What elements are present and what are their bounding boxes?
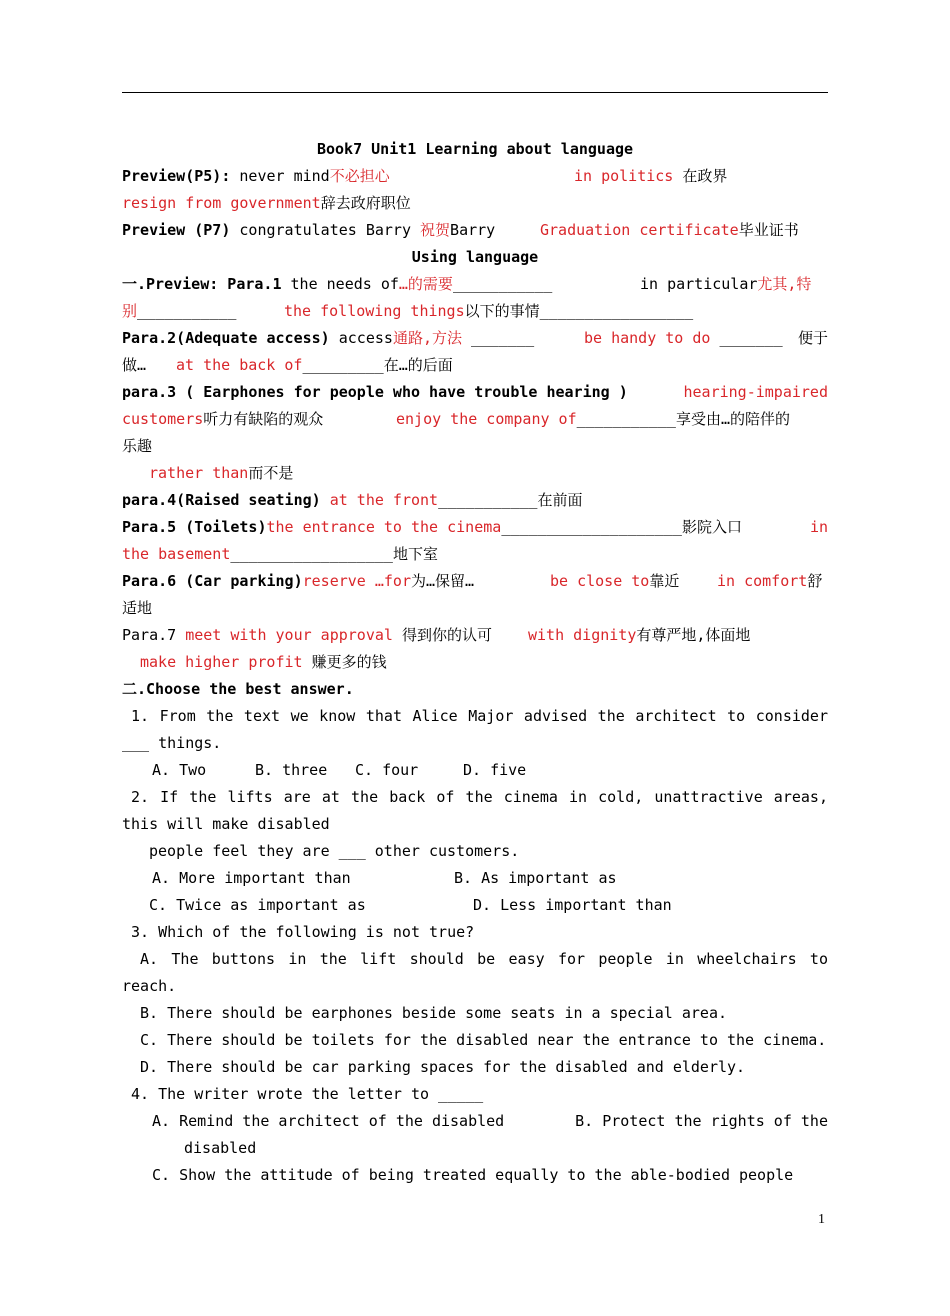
option-b: B. Protect the rights of the: [575, 1112, 828, 1130]
never-mind-phrase: never mind: [239, 167, 330, 185]
back-of-phrase: at the back of: [176, 356, 303, 374]
customers-line: [122, 409, 828, 431]
in-particular-translation-cont: 别: [122, 302, 138, 320]
blank: ___________: [438, 491, 538, 509]
question4-options-ab: [122, 1111, 828, 1133]
blank: ___________: [576, 410, 676, 428]
blank: _______: [471, 329, 535, 347]
entrance-translation: 影院入口: [681, 518, 742, 536]
access-phrase: access: [338, 329, 393, 347]
header-rule: [122, 92, 828, 93]
para7-line: [122, 625, 828, 647]
question3-option-a: A. The buttons in the lift should be easy for people in wheelchairs to: [140, 950, 828, 968]
access-translation: 通路,方法: [392, 329, 462, 347]
dignity-phrase: with dignity: [528, 626, 637, 644]
in-word: in: [809, 518, 828, 536]
option-d: D. five: [463, 761, 527, 779]
question3-stem: 3. Which of the following is not true?: [131, 923, 475, 941]
option-c: C. four: [355, 761, 419, 779]
blank: ___________: [137, 302, 237, 320]
preview-p5-label: Preview(P5):: [122, 167, 231, 185]
blank: ____________________: [501, 518, 682, 536]
para6-label: Para.6 (Car parking): [122, 572, 303, 590]
in-particular-translation: 尤其,特: [757, 275, 812, 293]
option-a: A. Two: [152, 761, 207, 779]
handy-phrase: be handy to do: [584, 329, 711, 347]
option-b: B. As important as: [454, 869, 617, 887]
para5-label: Para.5 (Toilets): [122, 518, 267, 536]
handy-translation-cont: 做…: [122, 356, 147, 374]
para1-line: [122, 274, 828, 296]
option-b: B. three: [255, 761, 328, 779]
preview-p7-label: Preview (P7): [122, 221, 231, 239]
option-d: D. Less important than: [473, 896, 672, 914]
graduation-translation: 毕业证书: [738, 221, 799, 239]
entrance-phrase: the entrance to the cinema: [266, 518, 502, 536]
back-of-translation: 在…的后面: [383, 356, 453, 374]
approval-translation: 得到你的认可: [401, 626, 492, 644]
back-of-line: [122, 355, 828, 377]
rather-than-phrase: rather than: [149, 464, 249, 482]
profit-phrase: make higher profit: [140, 653, 303, 671]
barry-name: Barry: [450, 221, 496, 239]
company-translation-cont: 乐趣: [122, 437, 153, 455]
in-politics-phrase: in politics: [574, 167, 674, 185]
customers-phrase: customers: [122, 410, 204, 428]
question4-option-c: C. Show the attitude of being treated equally to the able-bodied people: [152, 1166, 794, 1184]
option-c: C. Twice as important as: [149, 896, 366, 914]
para4-label: para.4(Raised seating): [122, 491, 321, 509]
para3-label: para.3 ( Earphones for people who have trouble hearing ): [122, 383, 628, 401]
para3-line: [122, 382, 828, 404]
graduation-phrase: Graduation certificate: [540, 221, 739, 239]
question3-option-d: D. There should be car parking spaces for the disabled and elderly.: [140, 1058, 746, 1076]
rather-than-translation: 而不是: [248, 464, 294, 482]
para2-label: Para.2(Adequate access): [122, 329, 330, 347]
needs-phrase: the needs of: [290, 275, 399, 293]
following-line: [122, 301, 828, 323]
document-title: Book7 Unit1 Learning about language: [316, 140, 634, 158]
reserve-translation: 为…保留…: [411, 572, 475, 590]
question4-stem: 4. The writer wrote the letter to _____: [131, 1085, 484, 1103]
using-language-heading: Using language: [411, 248, 539, 266]
hearing-impaired-phrase: hearing-impaired: [683, 383, 828, 401]
in-particular-phrase: in particular: [640, 275, 758, 293]
reserve-phrase: reserve …for: [302, 572, 411, 590]
preview-p7-line: [122, 220, 828, 242]
resign-line: [122, 193, 828, 215]
question2-options-cd: [122, 895, 828, 917]
basement-phrase: the basement: [122, 545, 231, 563]
customers-translation: 听力有缺陷的观众: [203, 410, 324, 428]
profit-translation: 赚更多的钱: [311, 653, 387, 671]
question2-stem-cont: this will make disabled: [122, 815, 330, 833]
close-to-translation: 靠近: [649, 572, 680, 590]
profit-line: [122, 652, 828, 674]
rather-than-line: [122, 463, 828, 485]
question2-stem: 2. If the lifts are at the back of the cinema in cold, unattractive areas,: [131, 788, 828, 806]
company-phrase: enjoy the company of: [396, 410, 577, 428]
para4-line: [122, 490, 828, 512]
dignity-translation: 有尊严地,体面地: [636, 626, 751, 644]
comfort-phrase: in comfort: [717, 572, 808, 590]
handy-translation: 便于: [797, 329, 828, 347]
blank: _________: [302, 356, 384, 374]
company-cont-line: [122, 436, 828, 458]
resign-phrase: resign from government: [122, 194, 321, 212]
resign-translation: 辞去政府职位: [320, 194, 411, 212]
company-translation: 享受由…的陪伴的: [675, 410, 791, 428]
question4-option-b-cont: disabled: [184, 1139, 257, 1157]
question3-option-c: C. There should be toilets for the disabled near the entrance to the cinema.: [140, 1031, 827, 1049]
section2-heading: 二.Choose the best answer.: [122, 680, 354, 698]
question2-stem-cont2: people feel they are ___ other customers.: [149, 842, 520, 860]
question1-stem: 1. From the text we know that Alice Major advised the architect to consider: [131, 707, 828, 725]
blank: ___________: [452, 275, 553, 293]
para2-line: [122, 328, 828, 350]
congratulates-phrase: congratulates Barry: [239, 221, 411, 239]
para7-label: Para.7: [122, 626, 177, 644]
section1-label: 一.Preview: Para.1: [122, 275, 282, 293]
congratulates-translation: 祝贺: [420, 221, 451, 239]
front-translation: 在前面: [537, 491, 583, 509]
following-translation: 以下的事情: [464, 302, 540, 320]
question1-stem-cont: ___ things.: [122, 734, 222, 752]
option-a: A. More important than: [152, 869, 351, 887]
preview-p5-line: [122, 166, 828, 188]
comfort-translation-cont: 适地: [122, 599, 153, 617]
blank: _________________: [539, 302, 694, 320]
para5-line: [122, 517, 828, 539]
question1-options: [122, 760, 828, 782]
comfort-cont-line: [122, 598, 828, 620]
page-number: 1: [818, 1212, 825, 1227]
needs-translation: …的需要: [398, 275, 453, 293]
front-phrase: at the front: [329, 491, 439, 509]
para6-line: [122, 571, 828, 593]
never-mind-translation: 不必担心: [329, 167, 390, 185]
close-to-phrase: be close to: [550, 572, 650, 590]
blank: __________________: [230, 545, 393, 563]
following-phrase: the following things: [284, 302, 465, 320]
comfort-translation: 舒: [807, 572, 823, 590]
basement-line: [122, 544, 828, 566]
approval-phrase: meet with your approval: [185, 626, 393, 644]
basement-translation: 地下室: [392, 545, 438, 563]
option-a: A. Remind the architect of the disabled: [152, 1112, 505, 1130]
blank: _______: [719, 329, 783, 347]
question3-option-b: B. There should be earphones beside some seats in a special area.: [140, 1004, 727, 1022]
question2-options-ab: [122, 868, 828, 890]
question3-option-a-cont: reach.: [122, 977, 177, 995]
in-politics-translation: 在政界: [682, 167, 728, 185]
